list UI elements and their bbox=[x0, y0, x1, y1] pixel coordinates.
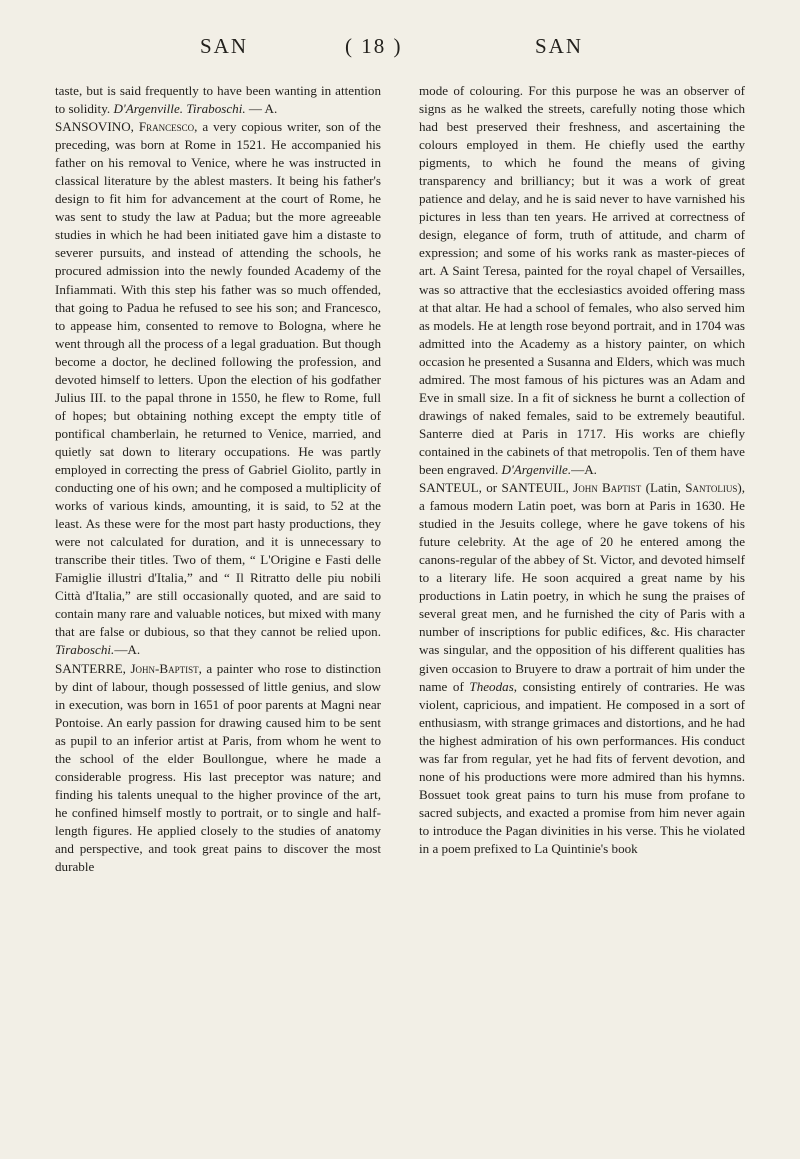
text: taste, but is said frequently to have been wanting in attention to solidity. bbox=[55, 83, 381, 117]
italic-name: Theodas bbox=[469, 678, 514, 694]
entry-sansovino bbox=[55, 118, 381, 659]
text: — A. bbox=[245, 101, 278, 117]
right-column bbox=[419, 82, 745, 858]
entry-name: SANTERRE, bbox=[55, 660, 131, 676]
latin-name: Santolius bbox=[685, 480, 738, 496]
header-left: SAN bbox=[200, 34, 249, 58]
entry-text: a very copious writer, son of the preceding, was born at Rome in 1521. He accompanied his father on his removal to Venice, where he was instructed in classical literature by the ablest masters. It being his father's design to fit him for advancement at the court of Rome, he was sent to study the law at Padua; but the more agreeable studies in which he had been initiated gave him a distaste to severer pursuits, and instead of attending the schools, he procured admission into the newly founded Academy of the Infiammati. With this step his father was so much offended, that going to Padua he refused to see his son; and Francesco, to appease him, consented to remove to Bologna, where he went through all the process of a legal graduation. But though become a doctor, he declined following the profession, and devoted himself to letters. Upon the election of his godfather Julius III. to the papal throne in 1550, he flew to Rome, full of hopes; but obtaining nothing except the empty title of pontifical chamberlain, he returned to Venice, married, and quietly sat down to literary occupations. He was partly employed in correcting the press of Gabriel Giolito, partly in conducting one of his own; and he composed a multiplicity of works of various kinds, amounting, it is said, to 52 at the least. As these were for the most part hasty productions, they were not calculated for duration, and it is unnecessary to transcribe their titles. Two of them, “ L'Origine e Fasti delle Famiglie illustri d'Italia,” and “ Il Ritratto delle piu nobili Città d'Italia,” are still occasionally quoted, and are said to contain many rare and valuable notices, but mixed with many that are false or dubious, so that they cannot be relied upon. bbox=[55, 119, 381, 640]
left-column bbox=[55, 82, 381, 876]
entry-santeul bbox=[419, 479, 745, 858]
paragraph-continuation bbox=[55, 82, 381, 118]
entry-text: , consisting entirely of contraries. He was violent, capricious, and impatient. He composed in a sort of enthusiasm, with strange grimaces and distortions, and he had the highest admiration of his own performances. His conduct was far from regular, yet he had fits of fervent devotion, and none of his productions were more admired than his hymns. Bossuet took great pains to turn his muse from profane to sacred subjects, and exacted a promise from him never again to introduce the Pagan divinities in his verse. This he violated in a poem prefixed to La Quintinie's book bbox=[419, 678, 745, 856]
citation: D'Argenville. Tiraboschi. bbox=[113, 101, 246, 117]
entry-name: SANSOVINO, bbox=[55, 119, 139, 135]
entry-santerre bbox=[55, 660, 381, 877]
text: mode of colouring. For this purpose he was an observer of signs as he walked the streets, carefully noting those which had best preserved their freshness, and ascertaining the colours employed in them. He chiefly used the earthy pigments, to which he found the means of giving transparency and brilliancy; but it was a work of great patience and delay, and he is said never to have varnished his pictures in less than ten years. He arrived at correctness of design, elegance of form, truth of attitude, and charm of expression; and some of his works rank as master-pieces of art. A Saint Teresa, painted for the royal chapel of Versailles, was so attractive that the ecclesiastics avoided offering mass at that altar. He had a school of females, who also served him as models. He at length rose beyond portrait, and in 1704 was admitted into the Academy as a history painter, on which occasion he presented a Susanna and Elders, which was much admired. The most famous of his pictures was an Adam and Eve in small size. In a fit of sickness he burnt a collection of drawings of naked females, said to be extremely beautiful. Santerre died at Paris in 1717. His works are chiefly contained in the cabinets of that metropolis. Ten of them have been engraved. bbox=[419, 83, 745, 477]
citation: D'Argenville. bbox=[501, 461, 572, 477]
text: —A. bbox=[571, 461, 597, 477]
entry-name: SANTEUL, or SANTEUIL, bbox=[419, 480, 574, 496]
page-number: ( 18 ) bbox=[345, 34, 403, 58]
text: —A. bbox=[114, 642, 141, 658]
entry-firstname: Francesco, bbox=[138, 119, 198, 135]
paragraph-continuation bbox=[419, 82, 745, 479]
text: (Latin, bbox=[641, 480, 686, 496]
running-header bbox=[50, 34, 752, 64]
entry-firstname: John Baptist bbox=[573, 480, 642, 496]
entry-firstname: John-Baptist, bbox=[130, 660, 202, 676]
entry-text: a painter who rose to distinction by dint of labour, though possessed of little genius, and slow in execution, was born in 1651 of poor parents at Magni near Pontoise. An early passion for drawing caused him to be sent as pupil to an inferior artist at Paris, from whom he went to the school of the elder Boullongue, where he made a considerable progress. His last preceptor was nature; and finding his talents unequal to the higher province of the art, he confined himself mostly to portrait, or to single and half-length figures. He applied closely to the studies of anatomy and perspective, and took great pains to discover the most durable bbox=[55, 660, 382, 875]
citation: Tiraboschi. bbox=[55, 642, 115, 658]
header-right: SAN bbox=[535, 34, 584, 58]
entry-text: ), a famous modern Latin poet, was born at Paris in 1630. He studied in the Jesuits college, where he gave tokens of his future celebrity. At the age of 20 he entered among the canons-regular of the abbey of St. Victor, and devoted himself to a literary life. He soon acquired a great name by his productions in Latin poetry, in which he sung the praises of several great men, and he furnished the city of Paris with a number of inscriptions for public edifices, &c. His character was singular, and the opposition of his different qualities has given occasion to Bruyere to draw a portrait of him under the name of bbox=[419, 480, 745, 694]
